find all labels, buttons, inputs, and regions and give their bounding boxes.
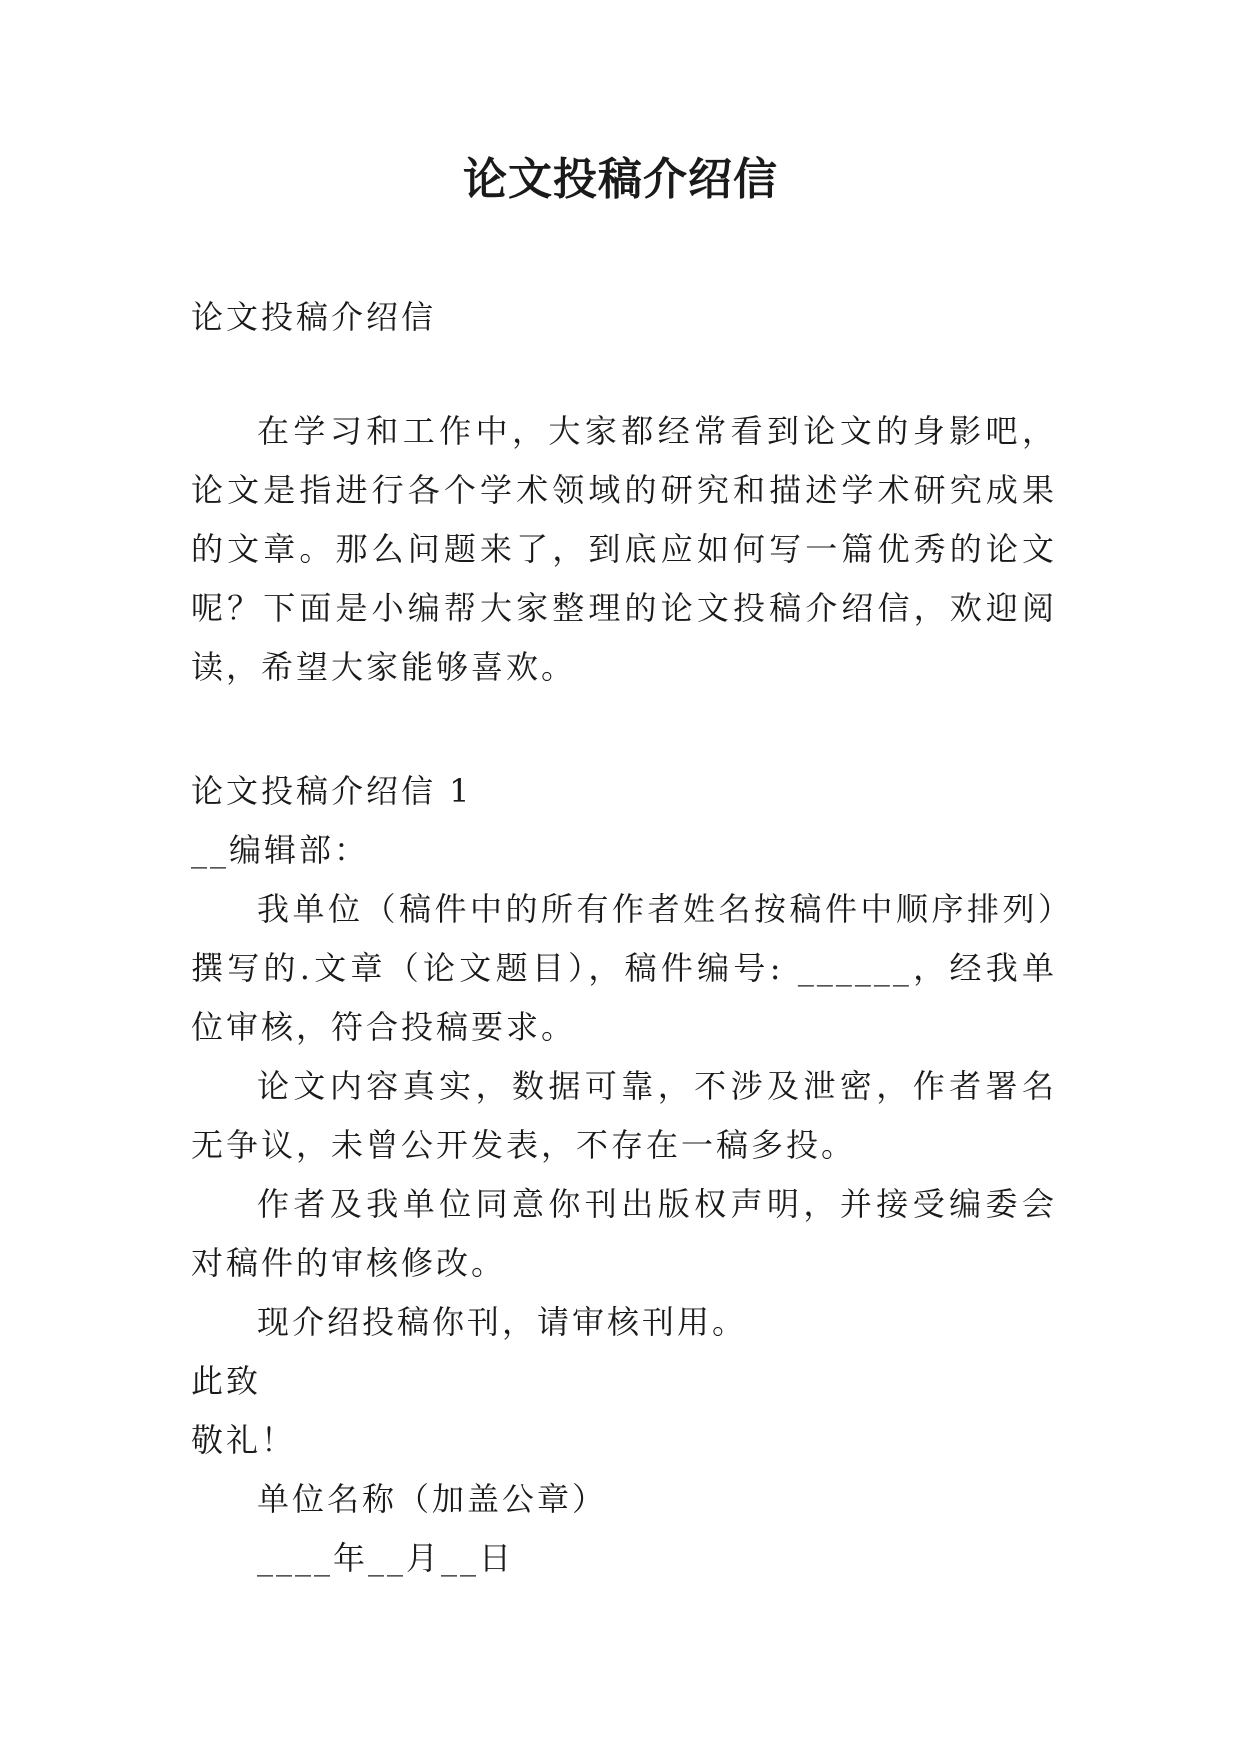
document-subtitle: 论文投稿介绍信 xyxy=(191,298,437,336)
letter-body xyxy=(191,762,1057,1588)
letter-closing-2: 敬礼！ xyxy=(191,1421,297,1459)
letter-date: ____年__月__日 xyxy=(257,1539,515,1577)
letter-paragraph-3: 作者及我单位同意你刊出版权声明，并接受编委会对稿件的审核修改。 xyxy=(191,1185,1057,1282)
letter-paragraph-2: 论文内容真实，数据可靠，不涉及泄密，作者署名无争议，未曾公开发表，不存在一稿多投。 xyxy=(191,1067,1057,1164)
letter-heading: 论文投稿介绍信 1 xyxy=(191,772,473,810)
letter-paragraph-1: 我单位（稿件中的所有作者姓名按稿件中顺序排列）撰写的.文章（论文题目），稿件编号: ______，经我单位审核，符合投稿要求。 xyxy=(191,890,1057,1046)
letter-signature: 单位名称（加盖公章） xyxy=(257,1480,608,1518)
intro-paragraph: 在学习和工作中，大家都经常看到论文的身影吧，论文是指进行各个学术领域的研究和描述学术研究成果的文章。那么问题来了，到底应如何写一篇优秀的论文呢？下面是小编帮大家整理的论文投稿介绍信，欢迎阅读，希望大家能够喜欢。 xyxy=(191,412,1057,686)
letter-closing-1: 此致 xyxy=(191,1362,262,1400)
letter-salutation: __编辑部： xyxy=(191,831,370,869)
letter-paragraph-4: 现介绍投稿你刊，请审核刊用。 xyxy=(257,1303,748,1341)
document-title: 论文投稿介绍信 xyxy=(463,154,778,205)
